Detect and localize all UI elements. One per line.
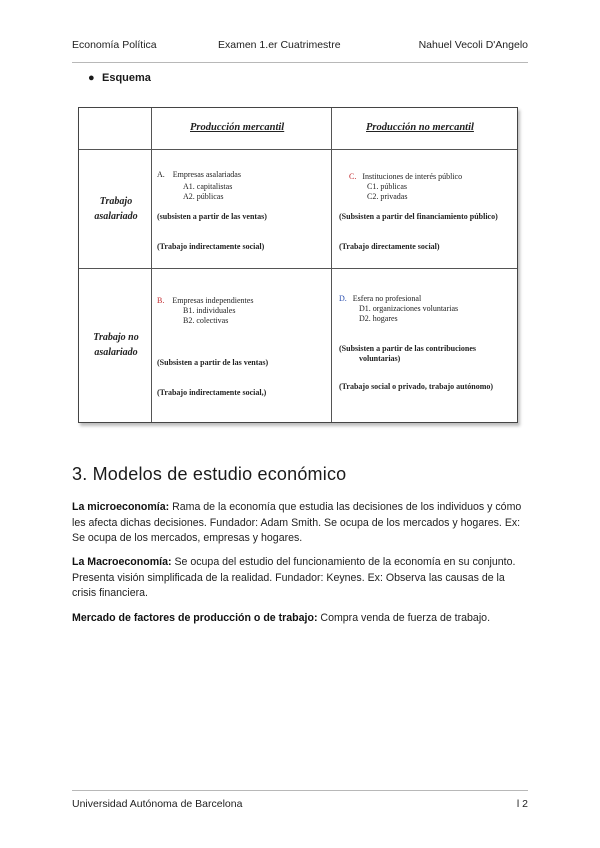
column-header-no-mercantil: Producción no mercantil (366, 122, 474, 133)
header-author: Nahuel Vecoli D'Angelo (418, 39, 528, 51)
header-exam: Examen 1.er Cuatrimestre (218, 39, 341, 51)
bullet-dot-icon: ● (88, 72, 95, 84)
cell-b-title: Empresas independientes (172, 296, 254, 305)
cell-a-item: A1. capitalistas (183, 182, 233, 191)
cell-d-item: D2. hogares (359, 314, 398, 323)
row-header-no-asalariado (83, 330, 149, 360)
definition-mercado-factores: Compra venda de fuerza de trabajo. (317, 612, 491, 624)
cell-b-item: B1. individuales (183, 306, 236, 315)
row-header-asalariado (83, 194, 149, 224)
header-course: Economía Política (72, 39, 157, 51)
row-header-line: Trabajo no (93, 332, 139, 343)
footer-university: Universidad Autónoma de Barcelona (72, 798, 243, 810)
cell-d-title: Esfera no profesional (352, 294, 422, 303)
term-microeconomia: La microeconomía: (72, 501, 170, 513)
cell-c-title: Instituciones de interés público (362, 172, 463, 181)
row-header-line: Trabajo (99, 196, 133, 207)
table-divider (79, 149, 517, 150)
cell-a-letter: A. (157, 170, 165, 179)
cell-a-item: A2. públicas (183, 192, 224, 201)
cell-d-note: (Subsisten a partir de las contribuciones (339, 344, 476, 353)
paragraph-mercado-factores (72, 611, 528, 627)
page-footer (72, 790, 528, 813)
cell-d-item: D1. organizaciones voluntarias (359, 304, 459, 313)
table-divider (79, 268, 517, 269)
cell-b-letter: B. (157, 296, 165, 305)
cell-c-letter: C. (349, 172, 357, 181)
cell-b-item: B2. colectivas (183, 316, 229, 325)
section-heading: 3. Modelos de estudio económico (72, 464, 347, 484)
paragraph-macroeconomia (72, 555, 528, 602)
table-divider (151, 108, 152, 422)
cell-b-note: (Trabajo indirectamente social,) (157, 388, 267, 397)
definition-microeconomia: Rama de la economía que estudia las decisiones de los individuos y cómo les afecta dichas decisiones. Fundador: Adam Smith. Se ocupa de los mercados y hogares. Ex: Se ocupa de los mercados, empresas y hogares. (72, 501, 522, 544)
cell-c-item: C2. privadas (367, 192, 408, 201)
cell-a-title: Empresas asalariadas (172, 170, 241, 179)
cell-c-note: (Trabajo directamente social) (339, 242, 440, 251)
cell-d-note: voluntarias) (359, 354, 401, 363)
row-header-line: asalariado (94, 211, 138, 222)
cell-a-note: (Trabajo indirectamente social) (157, 242, 265, 251)
scheme-table (78, 107, 518, 423)
cell-c-item: C1. públicas (367, 182, 407, 191)
term-mercado-factores: Mercado de factores de producción o de trabajo: (72, 612, 318, 624)
term-macroeconomia: La Macroeconomía: (72, 556, 172, 568)
cell-b-note: (Subsisten a partir de las ventas) (157, 358, 269, 367)
table-divider (331, 108, 332, 422)
bullet-label: Esquema (102, 72, 151, 84)
paragraph-microeconomia (72, 500, 528, 547)
cell-d-letter: D. (339, 294, 347, 303)
page-number: l 2 (516, 798, 528, 810)
column-header-mercantil: Producción mercantil (190, 122, 285, 133)
page-header (72, 36, 528, 63)
cell-a-note: (subsisten a partir de las ventas) (157, 212, 267, 221)
definition-macroeconomia: Se ocupa del estudio del funcionamiento de la economía en su conjunto. Presenta visión simplificada de la realidad. Fundador: Keynes. Ex: Observa las causas de la crisis financiera. (72, 556, 516, 599)
cell-d-note: (Trabajo social o privado, trabajo autónomo) (339, 382, 494, 391)
row-header-line: asalariado (94, 347, 138, 358)
cell-c-note: (Subsisten a partir del financiamiento público) (339, 212, 498, 221)
bullet-esquema (88, 72, 151, 84)
